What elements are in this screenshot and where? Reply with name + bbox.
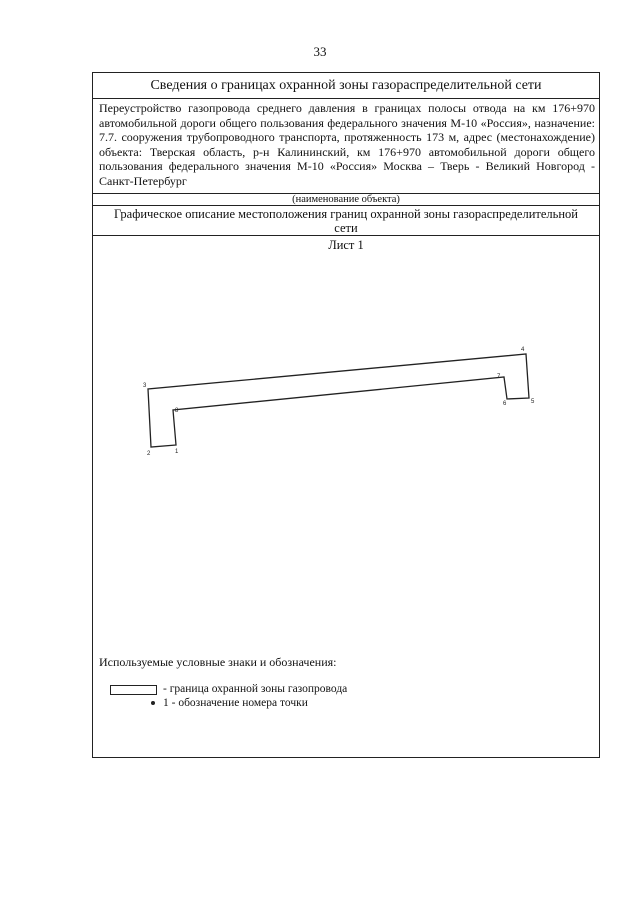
page-number: 33 — [313, 44, 327, 59]
point-label-8: 8 — [175, 408, 179, 414]
point-label-3: 3 — [143, 383, 147, 389]
point-label-4: 4 — [521, 347, 525, 353]
graphic-description-heading: Графическое описание местоположения границ охранной зоны газораспределительной сети — [93, 206, 599, 236]
point-label-6: 6 — [503, 401, 507, 407]
object-name-caption: (наименование объекта) — [93, 193, 599, 206]
point-legend-symbol — [151, 701, 155, 705]
legend-title: Используемые условные знаки и обозначения: — [99, 655, 337, 669]
point-legend-label: 1 - обозначение номера точки — [163, 697, 308, 709]
sheet-label: Лист 1 — [328, 238, 364, 252]
object-description: Переустройство газопровода среднего давления в границах полосы отвода на км 176+970 автомобильной дороги общего пользования федерального значения М-10 «Россия», назначение: 7.7. сооружения трубопроводного транспорта, протяженность 173 м, адрес (местонахождение) объекта: Тверская область, р-н Калининский, км 176+970 автомобильной дороги общего пользования федерального значения М-10 «Россия» Москва – Тверь - Великий Новгород - Санкт-Петербург — [99, 101, 595, 188]
info-frame — [92, 72, 600, 758]
point-label-1: 1 — [175, 449, 179, 455]
point-label-2: 2 — [147, 451, 151, 457]
document-title: Сведения о границах охранной зоны газораспределительной сети — [93, 73, 599, 99]
point-label-7: 7 — [497, 374, 501, 380]
point-label-5: 5 — [531, 399, 535, 405]
boundary-legend-symbol — [110, 685, 157, 695]
protection-zone-boundary — [148, 354, 529, 447]
boundary-legend-label: - граница охранной зоны газопровода — [163, 683, 348, 695]
